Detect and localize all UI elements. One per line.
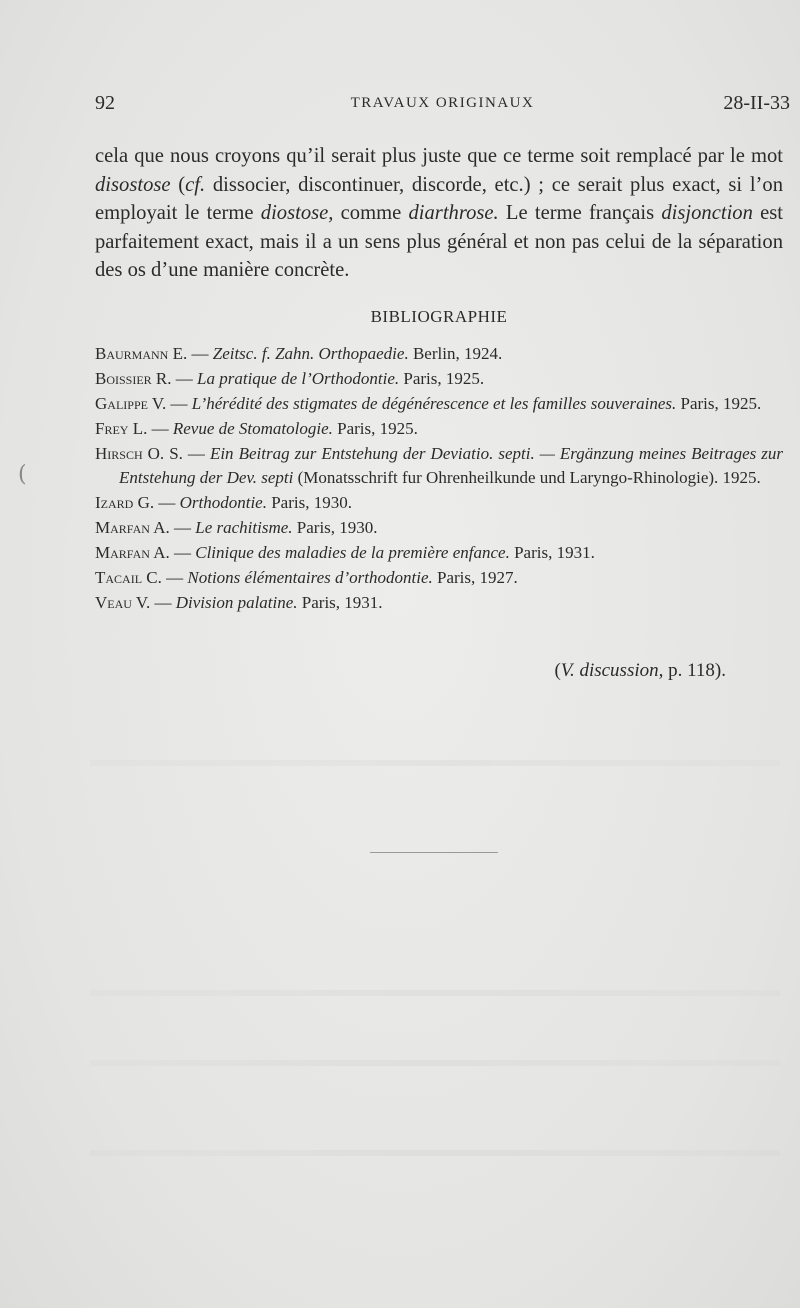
bibliography-entry bbox=[95, 367, 783, 391]
page-number: 92 bbox=[95, 92, 115, 114]
text-run: comme bbox=[333, 202, 409, 225]
entry-rest: (Monatsschrift fur Ohrenheilkunde und Laryngo-Rhinologie). 1925. bbox=[293, 468, 761, 487]
running-title: TRAVAUX ORIGINAUX bbox=[350, 95, 535, 111]
entry-title: Clinique des maladies de la première enfance. bbox=[195, 543, 510, 562]
show-through-shadow bbox=[90, 760, 780, 766]
entry-separator: — bbox=[154, 493, 180, 512]
entry-title: Revue de Stomatologie. bbox=[172, 419, 333, 438]
bibliography-heading: BIBLIOGRAPHIE bbox=[370, 307, 508, 326]
text-run: cela que nous croyons qu’il serait plus juste que ce terme soit remplacé par le mot bbox=[95, 145, 783, 167]
entry-title: Le rachitisme. bbox=[195, 518, 293, 537]
entry-title: Orthodontie. bbox=[179, 493, 267, 512]
bibliography-entry bbox=[95, 491, 783, 515]
entry-author: Frey L. bbox=[95, 419, 148, 438]
margin-mark: ( bbox=[18, 462, 27, 487]
text-run: ( bbox=[170, 173, 186, 196]
show-through-shadow bbox=[90, 990, 780, 996]
italic-term: diostose, bbox=[260, 202, 334, 225]
entry-separator: — bbox=[150, 593, 176, 612]
entry-separator: — bbox=[187, 344, 213, 363]
entry-author: Boissier R. bbox=[95, 369, 172, 388]
entry-rest: Paris, 1927. bbox=[432, 568, 518, 587]
entry-rest: Paris, 1930. bbox=[292, 518, 378, 537]
entry-author: Hirsch O. S. bbox=[95, 444, 183, 463]
bibliography-entry bbox=[95, 516, 783, 540]
page-header bbox=[95, 92, 790, 120]
entry-title: L’hérédité des stigmates de dégénérescence et les familles souveraines. bbox=[191, 394, 677, 413]
entry-rest: Paris, 1925. bbox=[676, 394, 762, 413]
text-run: dissocier, discontinuer, discorde, etc.) ; ce serait plus exact, si l’on employait le terme bbox=[95, 173, 783, 225]
italic-term: disjonction bbox=[661, 202, 753, 225]
bibliography-entry bbox=[95, 417, 783, 441]
bibliography-entry bbox=[95, 442, 783, 490]
show-through-rule bbox=[370, 852, 498, 853]
entry-author: Veau V. bbox=[95, 593, 151, 612]
closing-open: ( bbox=[554, 660, 561, 681]
entry-separator: — bbox=[182, 444, 210, 463]
entry-separator: — bbox=[147, 419, 173, 438]
bibliography-entry bbox=[95, 591, 783, 615]
italic-term: cf. bbox=[185, 173, 206, 196]
entry-author: Tacail C. bbox=[95, 568, 162, 587]
entry-title: Ein Beitrag zur Entstehung der Deviatio. septi. — Ergänzung meines Beitrages zur Entstehung der Dev. septi bbox=[119, 444, 784, 487]
bibliography-list bbox=[95, 342, 783, 616]
entry-author: Baurmann E. bbox=[95, 344, 188, 363]
italic-term: diarthrose. bbox=[408, 202, 499, 225]
show-through-shadow bbox=[90, 1150, 780, 1156]
entry-separator: — bbox=[169, 518, 196, 537]
bibliography-entry bbox=[95, 541, 783, 565]
show-through-shadow bbox=[90, 1060, 780, 1066]
entry-rest: Berlin, 1924. bbox=[408, 344, 503, 363]
entry-author: Marfan A. bbox=[95, 543, 170, 562]
entry-author: Galippe V. bbox=[95, 394, 167, 413]
entry-rest: Paris, 1930. bbox=[266, 493, 352, 512]
header-date: 28-II-33 bbox=[723, 92, 790, 114]
entry-separator: — bbox=[171, 369, 198, 388]
bibliography-entry bbox=[95, 342, 783, 366]
entry-rest: Paris, 1931. bbox=[297, 593, 383, 612]
entry-author: Izard G. bbox=[95, 493, 155, 512]
text-run: Le terme français bbox=[498, 202, 662, 225]
discussion-reference bbox=[554, 660, 726, 682]
entry-title: Division palatine. bbox=[175, 593, 298, 612]
closing-rest: p. 118). bbox=[663, 660, 726, 681]
entry-separator: — bbox=[166, 394, 192, 413]
entry-title: La pratique de l’Orthodontie. bbox=[197, 369, 400, 388]
entry-title: Notions élémentaires d’orthodontie. bbox=[187, 568, 433, 587]
entry-separator: — bbox=[161, 568, 188, 587]
italic-term: disostose bbox=[95, 173, 171, 196]
bibliography-entry bbox=[95, 566, 783, 590]
bibliography-entry bbox=[95, 392, 783, 416]
closing-italic: V. discussion, bbox=[560, 660, 664, 681]
entry-rest: Paris, 1931. bbox=[509, 543, 595, 562]
entry-rest: Paris, 1925. bbox=[399, 369, 485, 388]
entry-rest: Paris, 1925. bbox=[332, 419, 418, 438]
entry-title: Zeitsc. f. Zahn. Orthopaedie. bbox=[212, 344, 409, 363]
text-run: est parfaitement exact, mais il a un sens plus général et non pas celui de la séparation des os d’une manière concrète. bbox=[95, 202, 783, 282]
body-paragraph bbox=[95, 142, 783, 285]
entry-author: Marfan A. bbox=[95, 518, 170, 537]
entry-separator: — bbox=[169, 543, 196, 562]
